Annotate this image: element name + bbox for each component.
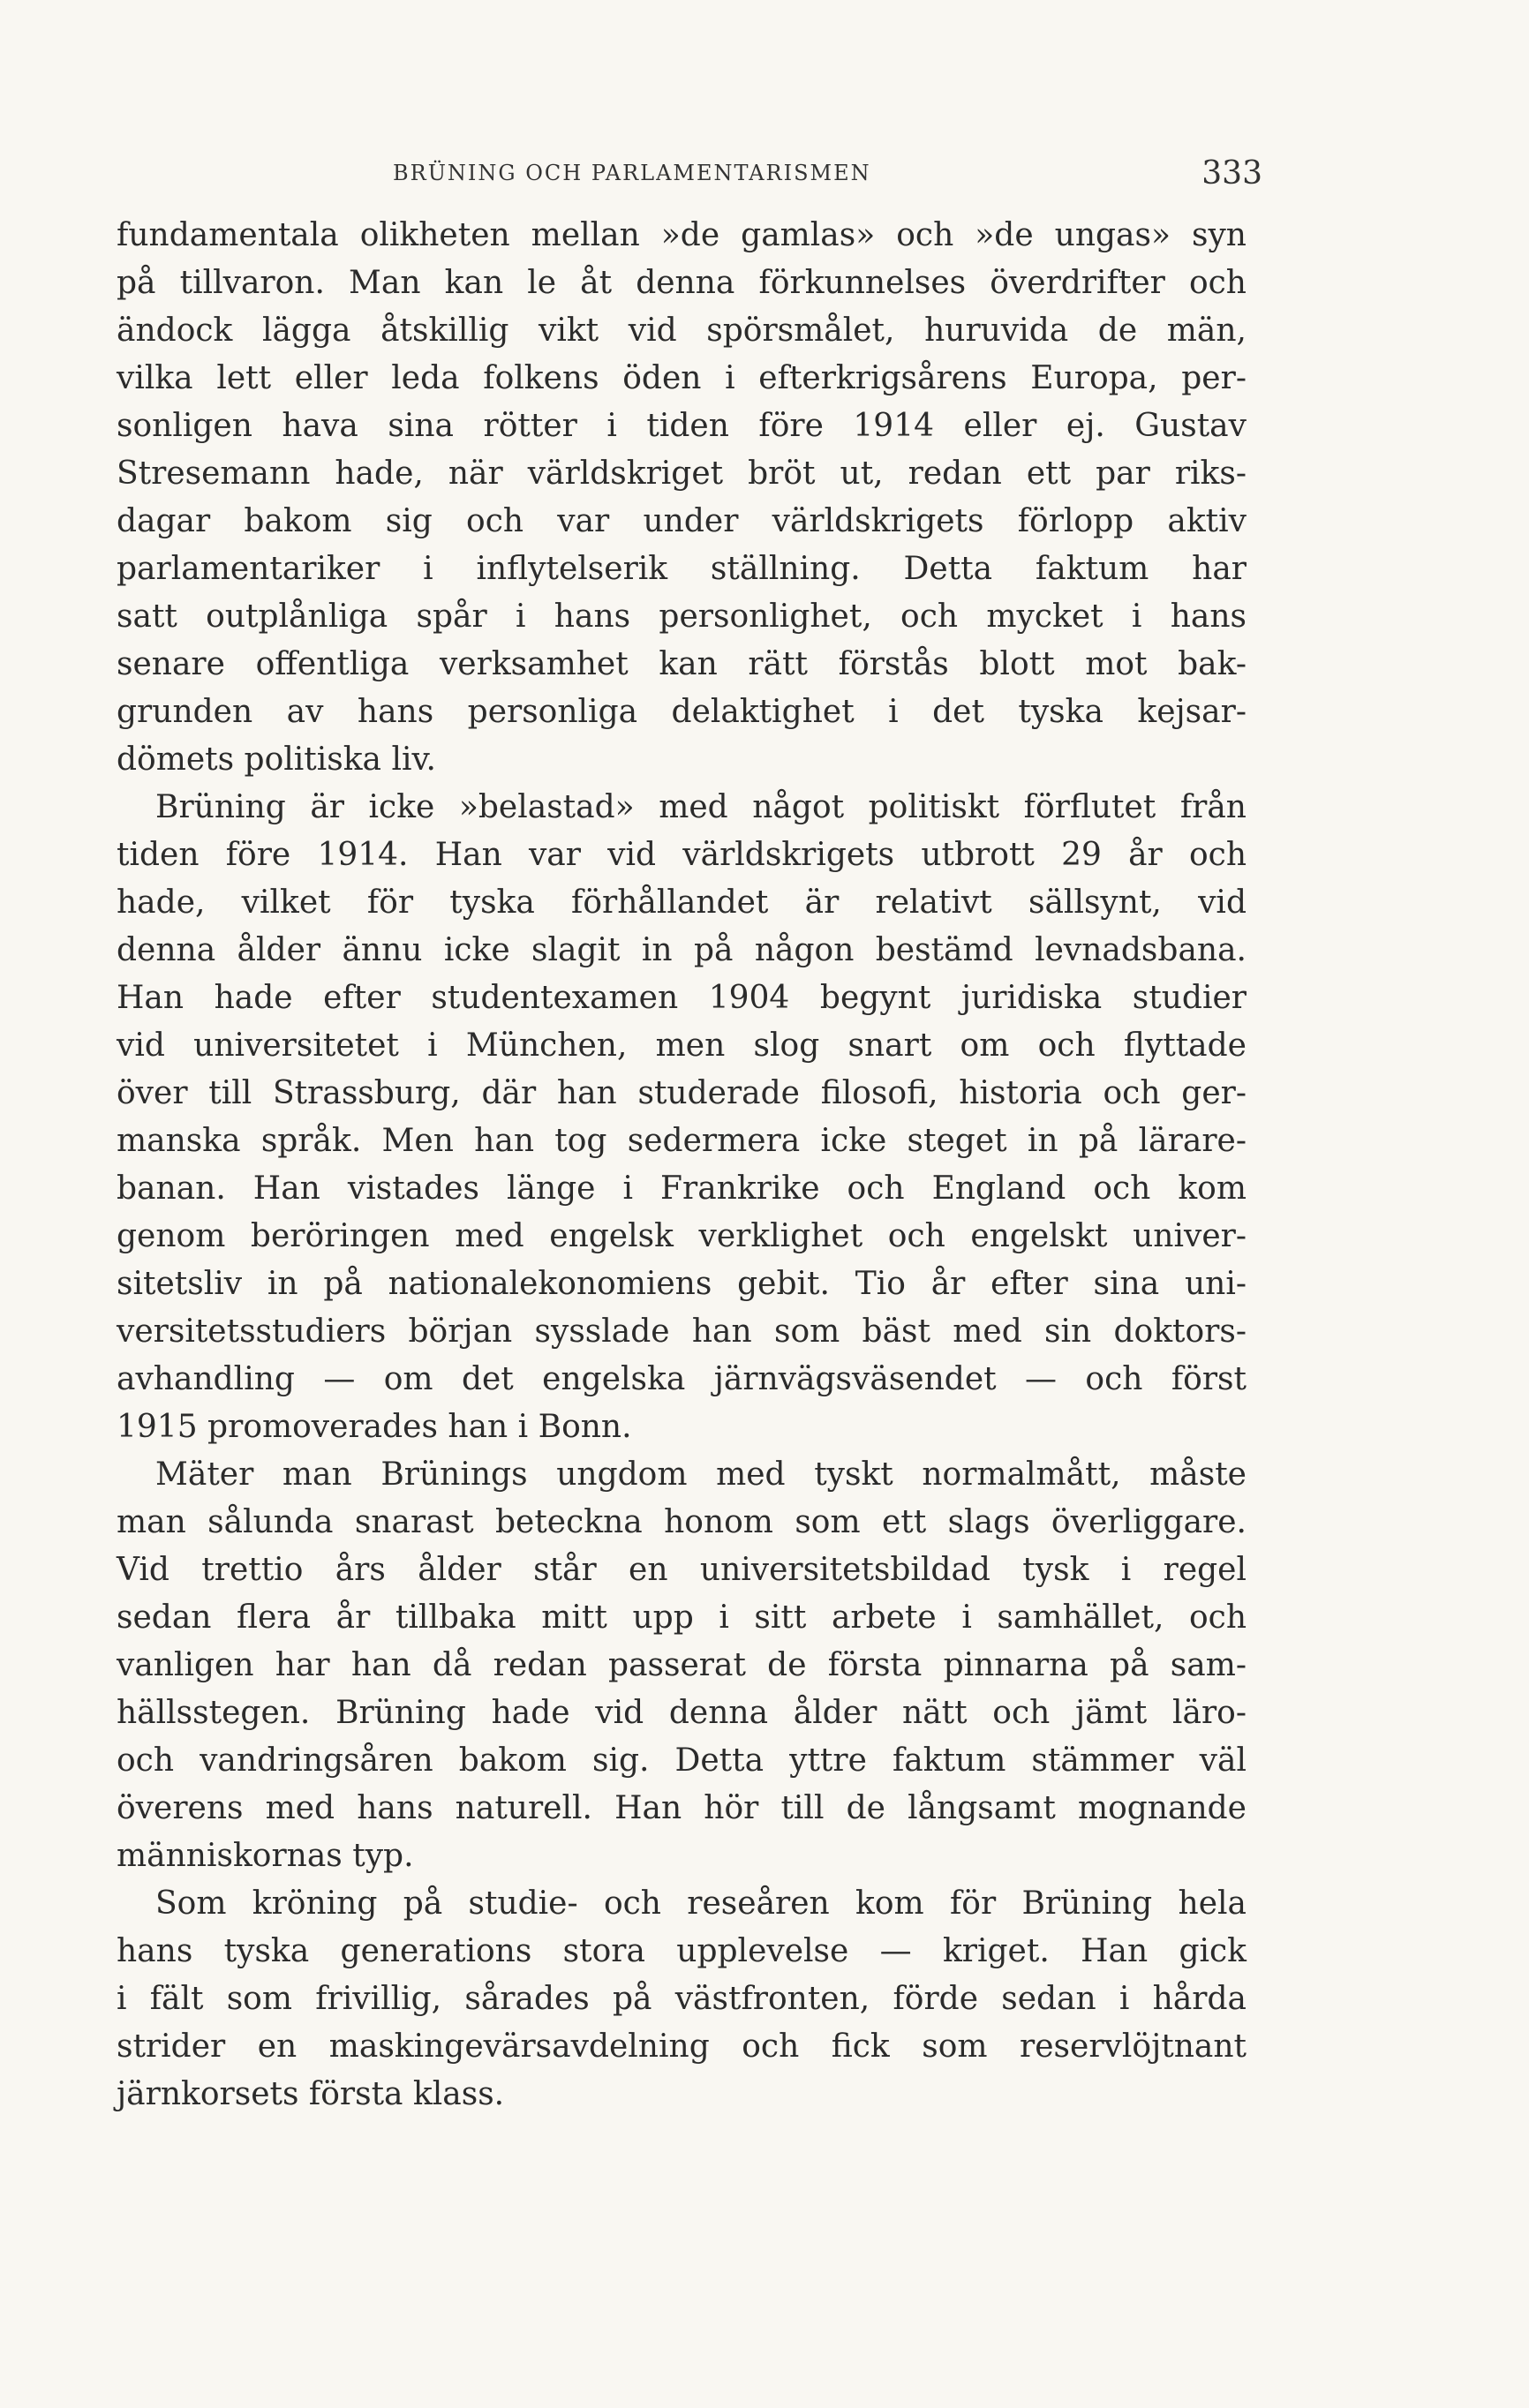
paragraph-3 [117, 1451, 1247, 1880]
text-line: manska språk. Men han tog sedermera icke steget in på lärare- [117, 1123, 1247, 1159]
text-line: över till Strassburg, där han studerade filosofi, historia och ger- [117, 1075, 1247, 1111]
text-line: vanligen har han då redan passerat de första pinnarna på sam- [117, 1647, 1247, 1683]
text-line: Han hade efter studentexamen 1904 begynt juridiska studier [117, 980, 1247, 1016]
text-line: banan. Han vistades länge i Frankrike och England och kom [117, 1170, 1247, 1207]
text-line: människornas typ. [117, 1838, 414, 1874]
paragraph-4 [117, 1880, 1247, 2118]
paragraph-2 [117, 784, 1247, 1451]
text-line: grunden av hans personliga delaktighet i det tyska kejsar- [117, 694, 1247, 730]
paragraph-1 [117, 212, 1247, 784]
text-line: Stresemann hade, när världskriget bröt ut, redan ett par riks- [117, 455, 1247, 492]
running-head [0, 150, 1529, 194]
text-line: avhandling — om det engelska järnvägsväsendet — och först [117, 1361, 1247, 1397]
text-line: genom beröringen med engelsk verklighet och engelskt univer- [117, 1218, 1247, 1254]
text-line: versitetsstudiers början sysslade han som bäst med sin doktors- [117, 1313, 1247, 1350]
body-text [117, 212, 1247, 2118]
text-line: sitetsliv in på nationalekonomiens gebit. Tio år efter sina uni- [117, 1266, 1247, 1302]
text-line: överens med hans naturell. Han hör till de långsamt mognande [117, 1790, 1247, 1826]
text-line: och vandringsåren bakom sig. Detta yttre faktum stämmer väl [117, 1742, 1247, 1779]
text-line: hans tyska generations stora upplevelse — kriget. Han gick [117, 1933, 1247, 1969]
text-line: tiden före 1914. Han var vid världskrigets utbrott 29 år och [117, 837, 1247, 873]
text-line: Vid trettio års ålder står en universitetsbildad tysk i regel [117, 1552, 1247, 1588]
text-line: strider en maskingevärsavdelning och fick som reservlöjtnant [117, 2028, 1247, 2065]
running-title: BRÜNING OCH PARLAMENTARISMEN [393, 161, 871, 185]
text-line: hällsstegen. Brüning hade vid denna ålder nätt och jämt läro- [117, 1695, 1247, 1731]
text-line: Mäter man Brünings ungdom med tyskt normalmått, måste [155, 1456, 1247, 1493]
text-line: dagar bakom sig och var under världskrigets förlopp aktiv [117, 503, 1247, 539]
text-line: parlamentariker i inflytelserik ställning. Detta faktum har [117, 551, 1247, 587]
text-line: hade, vilket för tyska förhållandet är relativt sällsynt, vid [117, 884, 1247, 921]
text-line: sedan flera år tillbaka mitt upp i sitt arbete i samhället, och [117, 1599, 1247, 1636]
text-line: järnkorsets första klass. [117, 2076, 505, 2112]
text-line: satt outplånliga spår i hans personlighet, och mycket i hans [117, 598, 1247, 635]
text-line: sonligen hava sina rötter i tiden före 1914 eller ej. Gustav [117, 408, 1247, 444]
text-line: ändock lägga åtskillig vikt vid spörsmålet, huruvida de män, [117, 312, 1247, 349]
text-line: 1915 promoverades han i Bonn. [117, 1409, 632, 1445]
text-line: senare offentliga verksamhet kan rätt förstås blott mot bak- [117, 646, 1247, 682]
text-line: dömets politiska liv. [117, 741, 437, 778]
text-line: man sålunda snarast beteckna honom som ett slags överliggare. [117, 1504, 1247, 1540]
text-line: på tillvaron. Man kan le åt denna förkunnelses överdrifter och [117, 265, 1247, 301]
text-line: denna ålder ännu icke slagit in på någon bestämd levnadsbana. [117, 932, 1247, 968]
text-line: Som kröning på studie- och reseåren kom för Brüning hela [155, 1885, 1247, 1922]
text-line: vid universitetet i München, men slog snart om och flyttade [117, 1027, 1247, 1064]
text-line: vilka lett eller leda folkens öden i efterkrigsårens Europa, per- [117, 360, 1247, 396]
text-line: i fält som frivillig, sårades på västfronten, förde sedan i hårda [117, 1981, 1247, 2017]
page-number: 333 [1201, 155, 1262, 192]
text-line: Brüning är icke »belastad» med något politiskt förflutet från [155, 789, 1247, 825]
text-line: fundamentala olikheten mellan »de gamlas» och »de ungas» syn [117, 217, 1247, 253]
